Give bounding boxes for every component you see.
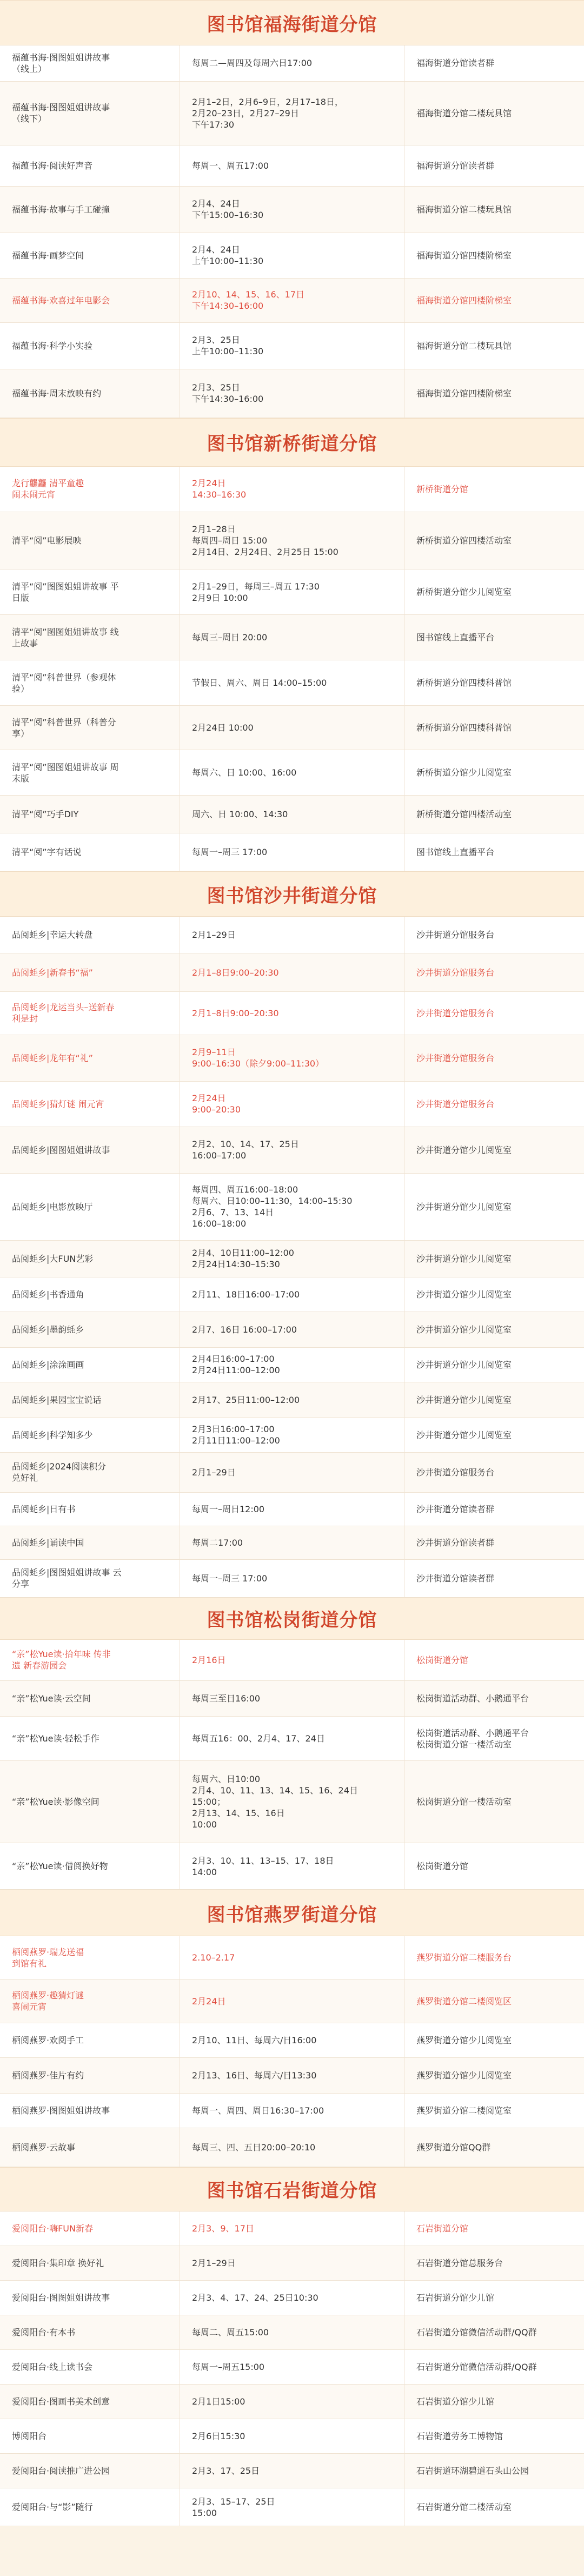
- event-name: 品阅蚝乡|书香通角: [0, 1277, 180, 1312]
- event-place: 福海街道分馆读者群: [404, 45, 584, 81]
- event-time: 2月1–29日，每周三–周五 17:30 2月9日 10:00: [180, 569, 404, 615]
- event-place: 沙井街道分馆少儿阅览室: [404, 1240, 584, 1277]
- table-row: [0, 991, 584, 1035]
- event-time: 2月3日16:00–17:00 2月11日11:00–12:00: [180, 1418, 404, 1452]
- event-place: 沙井街道分馆服务台: [404, 1452, 584, 1492]
- table-row: [0, 1035, 584, 1081]
- event-time: 每周一–周日12:00: [180, 1492, 404, 1526]
- event-time: 2月4、10日11:00–12:00 2月24日14:30–15:30: [180, 1240, 404, 1277]
- event-time: 2月1–8日9:00–20:30: [180, 991, 404, 1035]
- event-time: 2月2、10、14、17、25日 16:00–17:00: [180, 1127, 404, 1173]
- event-time: 2月24日 10:00: [180, 706, 404, 750]
- event-place: 沙井街道分馆服务台: [404, 1035, 584, 1081]
- event-name: 福蕴书海·欢喜过年电影会: [0, 278, 180, 322]
- event-name: 龙行龘龘 清平童趣 闹未闹元宵: [0, 467, 180, 512]
- event-time: 每周二、周五15:00: [180, 2315, 404, 2350]
- event-name: 品阅蚝乡|涂涂画画: [0, 1347, 180, 1382]
- event-place: 石岩街道劳务工博物馆: [404, 2419, 584, 2454]
- table-row: [0, 615, 584, 660]
- event-time: 2月10、14、15、16、17日 下午14:30–16:00: [180, 278, 404, 322]
- event-time: 周六、日 10:00、14:30: [180, 796, 404, 833]
- table-row: [0, 81, 584, 145]
- event-place: 沙井街道分馆少儿阅览室: [404, 1347, 584, 1382]
- event-place: 石岩街道分馆少儿馆: [404, 2281, 584, 2315]
- table-row: [0, 1761, 584, 1843]
- event-time: 2月7、16日 16:00–17:00: [180, 1312, 404, 1347]
- table-row: [0, 1526, 584, 1559]
- event-place: 燕罗街道分馆二楼阅览室: [404, 2093, 584, 2128]
- event-name: “亲”松Yue读·轻松手作: [0, 1717, 180, 1761]
- table-row: [0, 1081, 584, 1127]
- event-name: “亲”松Yue读·云空间: [0, 1681, 180, 1717]
- event-place: 新桥街道分馆四楼活动室: [404, 796, 584, 833]
- table-row: [0, 1640, 584, 1681]
- event-name: 爱阅阳台·线上读书会: [0, 2350, 180, 2385]
- events-table: [0, 917, 584, 1598]
- event-name: 品阅蚝乡|龙运当头–送新春 利是封: [0, 991, 180, 1035]
- event-place: 沙井街道分馆服务台: [404, 917, 584, 953]
- event-time: 每周一、周五17:00: [180, 145, 404, 186]
- event-name: “亲”松Yue读·影像空间: [0, 1761, 180, 1843]
- event-place: 沙井街道分馆服务台: [404, 1081, 584, 1127]
- event-time: 每周六、日10:00 2月4、10、11、13、14、15、16、24日 15:00； 2月13、14、15、16日 10:00: [180, 1761, 404, 1843]
- event-place: 福海街道分馆四楼阶梯室: [404, 233, 584, 278]
- event-name: 福蕴书海·故事与手工碰撞: [0, 186, 180, 233]
- event-time: 2月3、17、25日: [180, 2454, 404, 2488]
- table-row: [0, 660, 584, 706]
- event-time: 2月1–28日 每周四–周日 15:00 2月14日、2月24日、2月25日 15:00: [180, 512, 404, 569]
- event-name: 爱阅阳台·有本书: [0, 2315, 180, 2350]
- table-row: [0, 2419, 584, 2454]
- event-place: 沙井街道分馆少儿阅览室: [404, 1277, 584, 1312]
- table-row: [0, 1347, 584, 1382]
- section-header: [0, 1890, 584, 1936]
- event-time: 每周六、日 10:00、16:00: [180, 750, 404, 796]
- event-place: 沙井街道分馆读者群: [404, 1492, 584, 1526]
- event-name: 爱阅阳台·阅读推广进公园: [0, 2454, 180, 2488]
- table-row: [0, 1843, 584, 1890]
- event-place: 石岩街道分馆少儿馆: [404, 2385, 584, 2419]
- event-time: 2月13、16日、每周六/日13:30: [180, 2057, 404, 2093]
- event-place: 燕罗街道分馆QQ群: [404, 2128, 584, 2167]
- event-time: 每周一、周四、周日16:30–17:00: [180, 2093, 404, 2128]
- event-place: 燕罗街道分馆二楼阅览区: [404, 1979, 584, 2023]
- table-row: [0, 145, 584, 186]
- event-name: 博阅阳台: [0, 2419, 180, 2454]
- event-time: 2月9–11日 9:00–16:30（除夕9:00–11:30）: [180, 1035, 404, 1081]
- table-row: [0, 2454, 584, 2488]
- event-time: 2月24日: [180, 1979, 404, 2023]
- event-time: 每周一–周三 17:00: [180, 1559, 404, 1597]
- event-time: 2月24日 9:00–20:30: [180, 1081, 404, 1127]
- event-place: 燕罗街道分馆少儿阅览室: [404, 2057, 584, 2093]
- event-name: 清平“阅”图图姐姐讲故事 周 末版: [0, 750, 180, 796]
- table-row: [0, 2385, 584, 2419]
- event-place: 燕罗街道分馆少儿阅览室: [404, 2023, 584, 2057]
- event-name: 品阅蚝乡|图图姐姐讲故事: [0, 1127, 180, 1173]
- table-row: [0, 2281, 584, 2315]
- table-row: [0, 2315, 584, 2350]
- table-row: [0, 2057, 584, 2093]
- event-place: 石岩街道分馆二楼活动室: [404, 2488, 584, 2526]
- section-title: 图书馆沙井街道分馆: [207, 885, 377, 907]
- event-place: 石岩街道分馆总服务台: [404, 2246, 584, 2281]
- event-time: 2月3、4、17、24、25日10:30: [180, 2281, 404, 2315]
- event-place: 石岩街道分馆微信活动群/QQ群: [404, 2350, 584, 2385]
- table-row: [0, 917, 584, 953]
- event-place: 松岗街道活动群、小鹅通平台: [404, 1681, 584, 1717]
- event-name: 清平“阅”科普世界（参观体 验）: [0, 660, 180, 706]
- event-name: 栖阅燕罗·图图姐姐讲故事: [0, 2093, 180, 2128]
- event-place: 沙井街道分馆服务台: [404, 953, 584, 991]
- event-place: 新桥街道分馆四楼科普馆: [404, 660, 584, 706]
- event-name: 爱阅阳台·与“影”随行: [0, 2488, 180, 2526]
- event-name: 福蕴书海·周末放映有约: [0, 369, 180, 418]
- event-name: 品阅蚝乡|大FUN艺彩: [0, 1240, 180, 1277]
- event-time: 2月1日15:00: [180, 2385, 404, 2419]
- event-name: 爱阅阳台·图图姐姐讲故事: [0, 2281, 180, 2315]
- event-place: 沙井街道分馆少儿阅览室: [404, 1312, 584, 1347]
- event-time: 2月3、15–17、25日 15:00: [180, 2488, 404, 2526]
- table-row: [0, 1681, 584, 1717]
- event-time: 2月4日16:00–17:00 2月24日11:00–12:00: [180, 1347, 404, 1382]
- event-place: 松岗街道分馆: [404, 1640, 584, 1681]
- event-name: 栖阅燕罗·云故事: [0, 2128, 180, 2167]
- table-row: [0, 1452, 584, 1492]
- table-row: [0, 2128, 584, 2167]
- table-row: [0, 833, 584, 871]
- event-name: 栖阅燕罗·欢阅手工: [0, 2023, 180, 2057]
- event-place: 沙井街道分馆服务台: [404, 991, 584, 1035]
- table-row: [0, 750, 584, 796]
- table-row: [0, 569, 584, 615]
- table-row: [0, 233, 584, 278]
- section-title: 图书馆松岗街道分馆: [207, 1610, 377, 1631]
- table-row: [0, 186, 584, 233]
- event-place: 松岗街道活动群、小鹅通平台 松岗街道分馆一楼活动室: [404, 1717, 584, 1761]
- event-name: “亲”松Yue读·拾年味 传非 遗 新春游园会: [0, 1640, 180, 1681]
- event-place: 沙井街道分馆读者群: [404, 1559, 584, 1597]
- event-time: 每周三–周日 20:00: [180, 615, 404, 660]
- events-table: [0, 467, 584, 872]
- event-place: 沙井街道分馆读者群: [404, 1526, 584, 1559]
- event-time: 2月17、25日11:00–12:00: [180, 1382, 404, 1418]
- event-time: 2月1–29日: [180, 917, 404, 953]
- event-name: 品阅蚝乡|图图姐姐讲故事 云 分享: [0, 1559, 180, 1597]
- table-row: [0, 1127, 584, 1173]
- event-name: 爱阅阳台·图画书美术创意: [0, 2385, 180, 2419]
- event-place: 新桥街道分馆四楼科普馆: [404, 706, 584, 750]
- event-place: 燕罗街道分馆二楼服务台: [404, 1936, 584, 1979]
- event-name: 品阅蚝乡|墨韵蚝乡: [0, 1312, 180, 1347]
- event-time: 每周五16：00、2月4、17、24日: [180, 1717, 404, 1761]
- event-time: 2月11、18日16:00–17:00: [180, 1277, 404, 1312]
- section-header: [0, 871, 584, 917]
- event-place: 福海街道分馆四楼阶梯室: [404, 369, 584, 418]
- event-time: 2月16日: [180, 1640, 404, 1681]
- table-row: [0, 1382, 584, 1418]
- events-table: [0, 1640, 584, 1890]
- table-row: [0, 512, 584, 569]
- table-row: [0, 2246, 584, 2281]
- event-place: 新桥街道分馆: [404, 467, 584, 512]
- event-name: 品阅蚝乡|电影放映厅: [0, 1173, 180, 1240]
- event-time: 2月4、24日 下午15:00–16:30: [180, 186, 404, 233]
- table-row: [0, 2488, 584, 2526]
- event-place: 石岩街道环湖碧道石头山公园: [404, 2454, 584, 2488]
- table-row: [0, 369, 584, 418]
- event-name: 清平“阅”图图姐姐讲故事 平 日版: [0, 569, 180, 615]
- event-name: 栖阅燕罗·趣猜灯谜 喜闹元宵: [0, 1979, 180, 2023]
- section-title: 图书馆燕罗街道分馆: [207, 1904, 377, 1926]
- event-place: 图书馆线上直播平台: [404, 833, 584, 871]
- section-title: 图书馆福海街道分馆: [207, 14, 377, 36]
- event-name: 品阅蚝乡|诵读中国: [0, 1526, 180, 1559]
- event-name: 品阅蚝乡|新春书“福”: [0, 953, 180, 991]
- table-row: [0, 1277, 584, 1312]
- section-header: [0, 1598, 584, 1640]
- table-row: [0, 1312, 584, 1347]
- event-place: 福海街道分馆二楼玩具馆: [404, 322, 584, 369]
- event-name: 福蕴书海·阅读好声音: [0, 145, 180, 186]
- event-time: 每周三至日16:00: [180, 1681, 404, 1717]
- event-place: 新桥街道分馆四楼活动室: [404, 512, 584, 569]
- event-time: 每周三、四、五日20:00–20:10: [180, 2128, 404, 2167]
- event-time: 2月4、24日 上午10:00–11:30: [180, 233, 404, 278]
- event-name: “亲”松Yue读·借阅换好物: [0, 1843, 180, 1890]
- event-time: 节假日、周六、周日 14:00–15:00: [180, 660, 404, 706]
- event-time: 每周四、周五16:00–18:00 每周六、日10:00–11:30，14:00–15:30 2月6、7、13、14日 16:00–18:00: [180, 1173, 404, 1240]
- table-row: [0, 2211, 584, 2246]
- table-row: [0, 1717, 584, 1761]
- event-time: 每周二17:00: [180, 1526, 404, 1559]
- table-row: [0, 45, 584, 81]
- event-name: 福蕴书海·图图姐姐讲故事 （线下）: [0, 81, 180, 145]
- table-row: [0, 1418, 584, 1452]
- event-name: 清平“阅”电影展映: [0, 512, 180, 569]
- event-name: 爱阅阳台·集印章 换好礼: [0, 2246, 180, 2281]
- event-place: 沙井街道分馆少儿阅览室: [404, 1382, 584, 1418]
- event-time: 每周一–周五15:00: [180, 2350, 404, 2385]
- table-row: [0, 322, 584, 369]
- event-place: 图书馆线上直播平台: [404, 615, 584, 660]
- events-table: [0, 45, 584, 418]
- event-time: 2月6日15:30: [180, 2419, 404, 2454]
- event-name: 栖阅燕罗·瑞龙送福 到馆有礼: [0, 1936, 180, 1979]
- event-time: 2月3、10、11、13–15、17、18日 14:00: [180, 1843, 404, 1890]
- table-row: [0, 1240, 584, 1277]
- event-place: 福海街道分馆四楼阶梯室: [404, 278, 584, 322]
- event-time: 2月1–29日: [180, 2246, 404, 2281]
- event-name: 清平“阅”巧手DIY: [0, 796, 180, 833]
- event-place: 福海街道分馆读者群: [404, 145, 584, 186]
- table-row: [0, 467, 584, 512]
- table-row: [0, 1979, 584, 2023]
- event-time: 每周二—周四及每周六日17:00: [180, 45, 404, 81]
- event-name: 品阅蚝乡|龙年有“礼”: [0, 1035, 180, 1081]
- table-row: [0, 2093, 584, 2128]
- table-row: [0, 2023, 584, 2057]
- table-row: [0, 953, 584, 991]
- event-place: 新桥街道分馆少儿阅览室: [404, 750, 584, 796]
- event-name: 清平“阅”科普世界（科普分 享）: [0, 706, 180, 750]
- event-place: 新桥街道分馆少儿阅览室: [404, 569, 584, 615]
- event-name: 品阅蚝乡|日有书: [0, 1492, 180, 1526]
- event-name: 品阅蚝乡|2024阅读积分 兑好礼: [0, 1452, 180, 1492]
- table-row: [0, 1936, 584, 1979]
- section-title: 图书馆新桥街道分馆: [207, 433, 377, 455]
- event-place: 沙井街道分馆少儿阅览室: [404, 1418, 584, 1452]
- event-name: 品阅蚝乡|猜灯谜 闹元宵: [0, 1081, 180, 1127]
- table-row: [0, 796, 584, 833]
- table-row: [0, 706, 584, 750]
- event-name: 清平“阅”字有话说: [0, 833, 180, 871]
- events-table: [0, 1936, 584, 2167]
- event-time: 2月1–8日9:00–20:30: [180, 953, 404, 991]
- event-name: 品阅蚝乡|科学知多少: [0, 1418, 180, 1452]
- event-time: 2月1–2日，2月6–9日，2月17–18日， 2月20–23日，2月27–29日 下午17:30: [180, 81, 404, 145]
- event-time: 2月10、11日、每周六/日16:00: [180, 2023, 404, 2057]
- event-time: 2.10–2.17: [180, 1936, 404, 1979]
- event-name: 栖阅燕罗·佳片有约: [0, 2057, 180, 2093]
- section-header: [0, 418, 584, 467]
- event-time: 2月3、9、17日: [180, 2211, 404, 2246]
- event-place: 松岗街道分馆: [404, 1843, 584, 1890]
- event-place: 松岗街道分馆一楼活动室: [404, 1761, 584, 1843]
- event-name: 福蕴书海·科学小实验: [0, 322, 180, 369]
- event-place: 福海街道分馆二楼玩具馆: [404, 186, 584, 233]
- event-name: 品阅蚝乡|幸运大转盘: [0, 917, 180, 953]
- event-place: 沙井街道分馆少儿阅览室: [404, 1173, 584, 1240]
- events-table: [0, 2211, 584, 2527]
- event-name: 福蕴书海·画梦空间: [0, 233, 180, 278]
- event-place: 石岩街道分馆: [404, 2211, 584, 2246]
- event-time: 每周一–周三 17:00: [180, 833, 404, 871]
- event-name: 品阅蚝乡|果园宝宝说话: [0, 1382, 180, 1418]
- table-row: [0, 278, 584, 322]
- event-name: 福蕴书海·图图姐姐讲故事 （线上）: [0, 45, 180, 81]
- event-time: 2月24日 14:30–16:30: [180, 467, 404, 512]
- event-time: 2月3、25日 上午10:00–11:30: [180, 322, 404, 369]
- event-name: 清平“阅”图图姐姐讲故事 线 上故事: [0, 615, 180, 660]
- event-place: 石岩街道分馆微信活动群/QQ群: [404, 2315, 584, 2350]
- event-name: 爱阅阳台·嗨FUN新春: [0, 2211, 180, 2246]
- event-place: 沙井街道分馆少儿阅览室: [404, 1127, 584, 1173]
- table-row: [0, 1492, 584, 1526]
- section-header: [0, 0, 584, 45]
- table-row: [0, 2350, 584, 2385]
- event-time: 2月1–29日: [180, 1452, 404, 1492]
- table-row: [0, 1559, 584, 1597]
- section-header: [0, 2167, 584, 2211]
- event-place: 福海街道分馆二楼玩具馆: [404, 81, 584, 145]
- event-time: 2月3、25日 下午14:30–16:00: [180, 369, 404, 418]
- table-row: [0, 1173, 584, 1240]
- section-title: 图书馆石岩街道分馆: [207, 2180, 377, 2202]
